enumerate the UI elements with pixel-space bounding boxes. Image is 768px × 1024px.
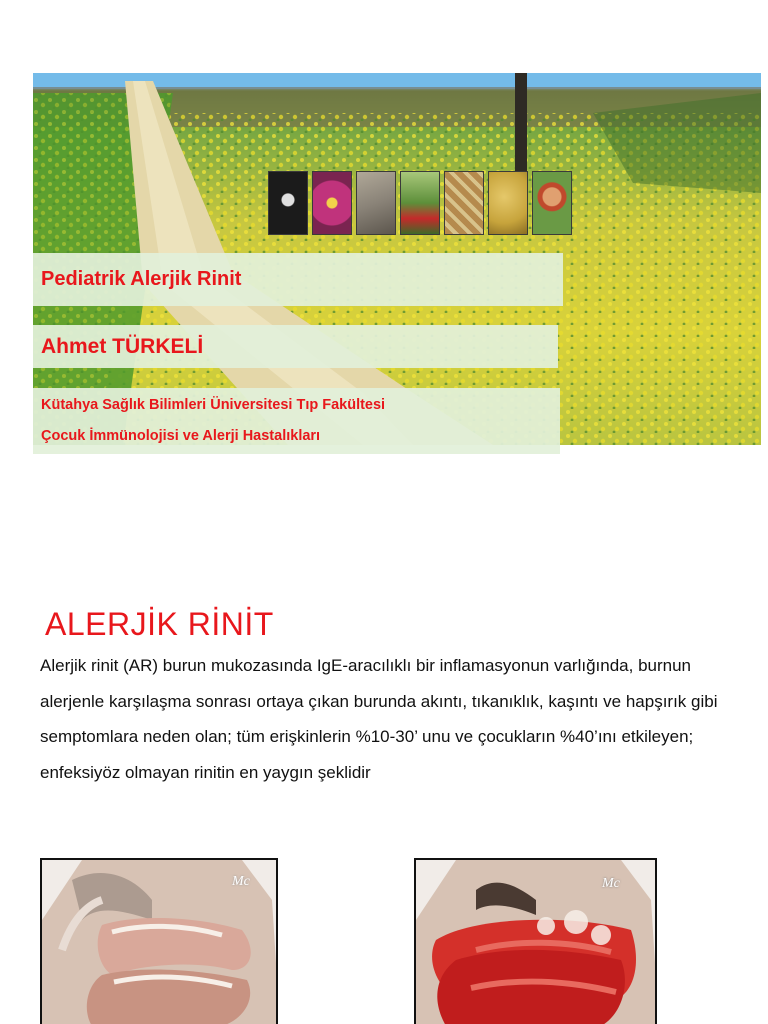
nose-cross-section-inflamed [416,860,657,1024]
inflamed-nasal-cavity-illustration [414,858,657,1024]
author-name: Ahmet TÜRKELİ [33,325,558,368]
medical-logo: Mc [602,876,620,891]
thumbnail-child [532,171,572,235]
institution-line-1: Kütahya Sağlık Bilimleri Üniversitesi Tıp Fakültesi [41,397,386,413]
institution-line-2: Çocuk İmmünolojisi ve Alerji Hastalıkları [41,428,321,444]
institution-box [33,388,560,454]
medical-logo: Mc [232,874,250,889]
thumbnail-grains [488,171,528,235]
presentation-title: Pediatrik Alerjik Rinit [33,253,563,306]
normal-nasal-cavity-illustration [40,858,278,1024]
thumbnail-mold [444,171,484,235]
thumbnail-flower [312,171,352,235]
thumbnail-mite [356,171,396,235]
definition-paragraph: Alerjik rinit (AR) burun mukozasında IgE-aracılıklı bir inflamasyonun varlığında, burnun alerjenle karşılaşma sonrası ortaya çıkan burunda akıntı, tıkanıklık, kaşıntı ve hapşırık gibi semptomlara neden olan; tüm erişkinlerin %10-30’ unu ve çocukların %40’ını etkileyen; enfeksiyöz olmayan rinitin en yaygın şeklidir [40,656,718,782]
thumbnail-strip [268,171,572,235]
thumbnail-garden [400,171,440,235]
thumbnail-dandelion [268,171,308,235]
section-heading: ALERJİK RİNİT [45,606,274,642]
